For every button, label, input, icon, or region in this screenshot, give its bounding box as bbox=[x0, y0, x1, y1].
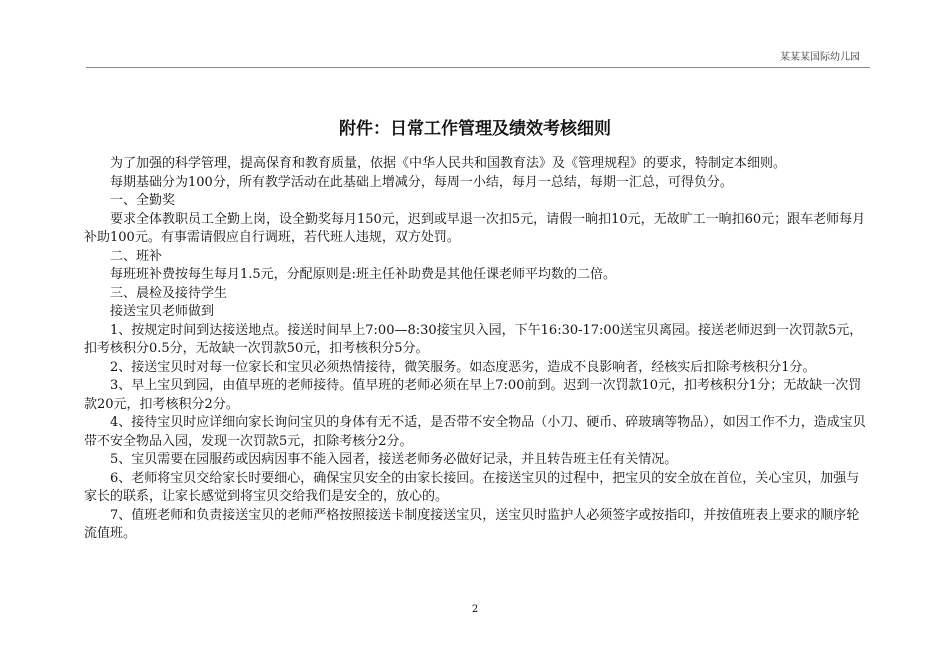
page-number: 2 bbox=[471, 604, 479, 615]
morning-check-intro: 接送宝贝老师做到 bbox=[110, 304, 215, 319]
scoring-paragraph: 每期基础分为100分，所有教学活动在此基础上增减分，每周一小结，每月一总结，每期一汇总，可得负分。 bbox=[110, 174, 733, 190]
class-subsidy-paragraph: 每班班补费按每生每月1.5元，分配原则是:班主任补助费是其他任课老师平均数的二倍。 bbox=[110, 267, 617, 282]
document-title: 附件：日常工作管理及绩效考核细则 bbox=[339, 119, 611, 139]
rule-item-1: 1、按规定时间到达接送地点。接送时间早上7:00—8:30接宝贝入园，下午16:30-17:00送宝贝离园。接送老师迟到一次罚款5元，扣考核积分0.5分，无故缺一次罚款50元，扣考核积分5分。 bbox=[84, 322, 863, 356]
attendance-paragraph: 要求全体教职员工全勤上岗，设全勤奖每月150元，迟到或早退一次扣5元，请假一晌扣10元，无故旷工一晌扣60元；跟车老师每月补助100元。有事需请假应自行调班，若代班人违规，双方处罚。 bbox=[84, 211, 866, 245]
header-divider bbox=[86, 67, 870, 68]
rule-item-2: 2、接送宝贝时对每一位家长和宝贝必须热情接待，微笑服务。如态度恶劣，造成不良影响者，经核实后扣除考核积分1分。 bbox=[110, 359, 816, 375]
intro-paragraph: 为了加强的科学管理，提高保育和教育质量，依据《中华人民共和国教育法》及《管理规程》的要求，特制定本细则。 bbox=[110, 156, 787, 171]
section-heading-morning-check: 三、晨检及接待学生 bbox=[110, 285, 228, 301]
rule-item-4: 4、接待宝贝时应详细向家长询问宝贝的身体有无不适，是否带不安全物品（小刀、硬币、碎玻璃等物品），如因工作不力，造成宝贝带不安全物品入园，发现一次罚款5元，扣除考核分2分。 bbox=[84, 415, 866, 449]
rule-item-6: 6、老师将宝贝交给家长时要细心，确保宝贝安全的由家长接回。在接送宝贝的过程中，把宝贝的安全放在首位，关心宝贝，加强与家长的联系，让家长感觉到将宝贝交给我们是安全的，放心的。 bbox=[84, 470, 860, 504]
section-heading-attendance: 一、全勤奖 bbox=[110, 193, 176, 208]
header-organization: 某某某国际幼儿园 bbox=[780, 52, 860, 63]
document-body bbox=[84, 155, 872, 544]
section-heading-class-subsidy: 二、班补 bbox=[110, 248, 163, 264]
rule-item-5: 5、宝贝需要在园服药或因病因事不能入园者，接送老师务必做好记录，并且转告班主任有关情况。 bbox=[110, 452, 678, 467]
rule-item-7: 7、值班老师和负责接送宝贝的老师严格按照接送卡制度接送宝贝，送宝贝时监护人必须签字或按指印，并按值班表上要求的顺序轮流值班。 bbox=[84, 507, 860, 541]
rule-item-3: 3、早上宝贝到园，由值早班的老师接待。值早班的老师必须在早上7:00前到。迟到一次罚款10元，扣考核积分1分；无故缺一次罚款20元，扣考核积分2分。 bbox=[84, 378, 862, 412]
